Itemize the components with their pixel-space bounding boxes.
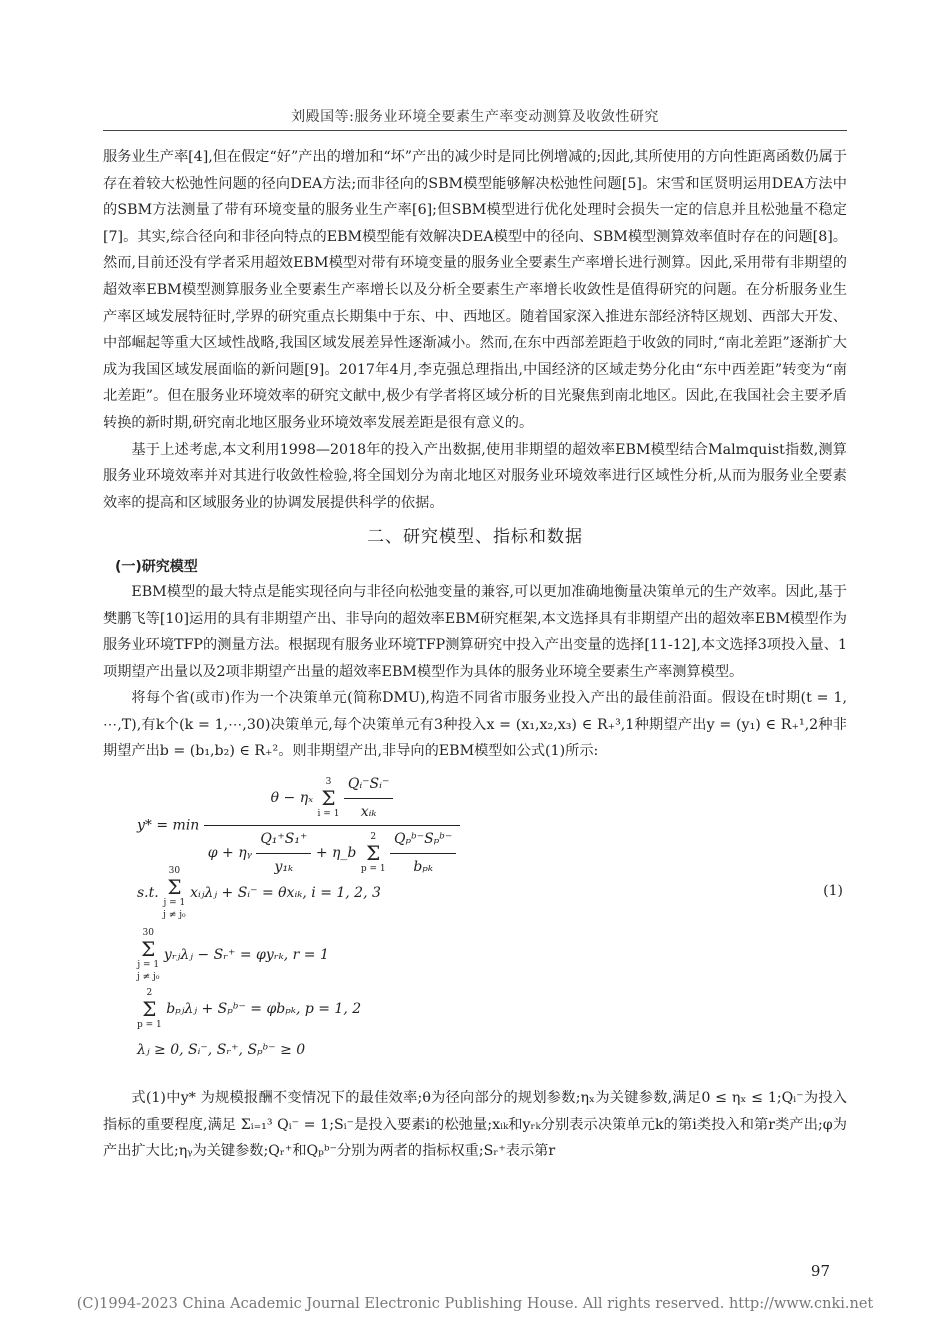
running-header: 刘殿国等:服务业环境全要素生产率变动测算及收敛性研究 [291,109,659,125]
equation-number: (1) [823,883,843,900]
constraint-3: 2 Σ p = 1 bₚⱼλⱼ + Sₚᵇ⁻ = φbₚₖ, p = 1, 2 [137,988,362,1031]
paragraph-2: 基于上述考虑,本文利用1998—2018年的投入产出数据,使用非期望的超效率EBM模型结合Malmquist指数,测算服务业环境效率并对其进行收敛性检验,将全国划分为南北地区对服务业环境效率进行区域性分析,从而为服务业全要素效率的提高和区域服务业的协调发展提供科学的依据。 [103,441,847,511]
objective-fraction: θ − ηₓ 3 Σ i = 1 $\frac{\text{Qᵢ⁻Sᵢ⁻}}{\text{xᵢₖ}}$ φ + ηᵧ $\frac{\text{Q₁⁺S₁⁺}}{\text{y₁ₖ}}$ + η_b 2 Σ p = 1 $\frac{\text{Qₚᵇ⁻Sₚᵇ⁻}}{\text{bₚₖ}}$ [204,771,461,880]
constraint-2: 30 Σ j = 1 j ≠ j₀ yᵣⱼλⱼ − Sᵣ⁺ = φyᵣₖ, r = 1 [137,928,329,983]
page-number: 97 [810,1262,830,1280]
paragraph-1: 服务业生产率[4],但在假定“好”产出的增加和“坏”产出的减少时是同比例增减的;因此,其所使用的方向性距离函数仍属于存在着较大松弛性问题的径向DEA方法;而非径向的SBM模型能够解决松弛性问题[5]。宋雪和匡贤明运用DEA方法中的SBM方法测量了带有环境变量的服务业生产率[6];但SBM模型进行优化处理时会损失一定的信息并且松弛量不稳定[7]。其实,综合径向和非径向特点的EBM模型能有效解决DEA模型中的径向、SBM模型测算效率值时存在的问题[8]。然而,目前还没有学者采用超效EBM模型对带有环境变量的服务业全要素生产率增长进行测算。因此,采用带有非期望的超效率EBM模型测算服务业全要素生产率增长以及分析全要素生产率增长收敛性是值得研究的问题。在分析服务业生产率区域发展特征时,学界的研究重点长期集中于东、中、西地区。随着国家深入推进东部经济特区规划、西部大开发、中部崛起等重大区域性战略,我国区域发展差异性逐渐减小。然而,在东中西部差距趋于收敛的同时,“南北差距”逐渐扩大成为我国区域发展面临的新问题[9]。2017年4月,李克强总理指出,中国经济的区域走势分化由“东中西差距”转变为“南北差距”。但在服务业环境效率的研究文献中,极少有学者将区域分析的目光聚焦到南北地区。因此,在我国社会主要矛盾转换的新时期,研究南北地区服务业环境效率发展差距是很有意义的。 [103,149,847,431]
section-title: 二、研究模型、指标和数据 [367,527,583,548]
header-rule [103,130,847,131]
copyright-notice: (C)1994-2023 China Academic Journal Electronic Publishing House. All rights reserved. http://www.cnki.net [76,1296,874,1312]
formula-lhs: y* = min [137,817,200,834]
paragraph-4: 将每个省(或市)作为一个决策单元(简称DMU),构造不同省市服务业投入产出的最佳前沿面。假设在t时期(t = 1, ⋯,T),有k个(k = 1,⋯,30)决策单元,每个决策单元有3种投入x = (x₁,x₂,x₃) ∈ R₊³,1种期望产出y = (y₁) ∈ R₊¹,2种非期望产出b = (b₁,b₂) ∈ R₊²。则非期望产出,非导向的EBM模型如公式(1)所示: [103,690,847,760]
paragraph-5: 式(1)中y* 为规模报酬不变情况下的最佳效率;θ为径向部分的规划参数;ηₓ为关键参数,满足0 ≤ ηₓ ≤ 1;Qᵢ⁻为投入指标的重要程度,满足 Σᵢ₌₁³ Qᵢ⁻ = 1;Sᵢ⁻是投入要素i的松弛量;xᵢₖ和yᵣₖ分别表示决策单元k的第i类投入和第r类产出;φ为产出扩大比;ηᵧ为关键参数;Qᵣ⁺和Qₚᵇ⁻分别为两者的指标权重;Sᵣ⁺表示第r [103,1090,847,1160]
objective-function [137,771,460,880]
article-body [103,144,847,1165]
constraint-4: λⱼ ≥ 0, Sᵢ⁻, Sᵣ⁺, Sₚᵇ⁻ ≥ 0 [137,1042,306,1059]
ebm-formula [103,765,847,1085]
subsection-title: (一)研究模型 [115,558,198,575]
constraint-1: s.t. 30 Σ j = 1 j ≠ j₀ xᵢⱼλⱼ + Sᵢ⁻ = θxᵢₖ, i = 1, 2, 3 [137,866,381,921]
paragraph-3: EBM模型的最大特点是能实现径向与非径向松弛变量的兼容,可以更加准确地衡量决策单元的生产效率。因此,基于樊鹏飞等[10]运用的具有非期望产出、非导向的超效率EBM研究框架,本文选择具有非期望产出的超效率EBM模型作为服务业环境TFP的测量方法。根据现有服务业环境TFP测算研究中投入产出变量的选择[11-12],本文选择3项投入量、1项期望产出量以及2项非期望产出量的超效率EBM模型作为具体的服务业环境全要素生产率测算模型。 [103,583,847,680]
